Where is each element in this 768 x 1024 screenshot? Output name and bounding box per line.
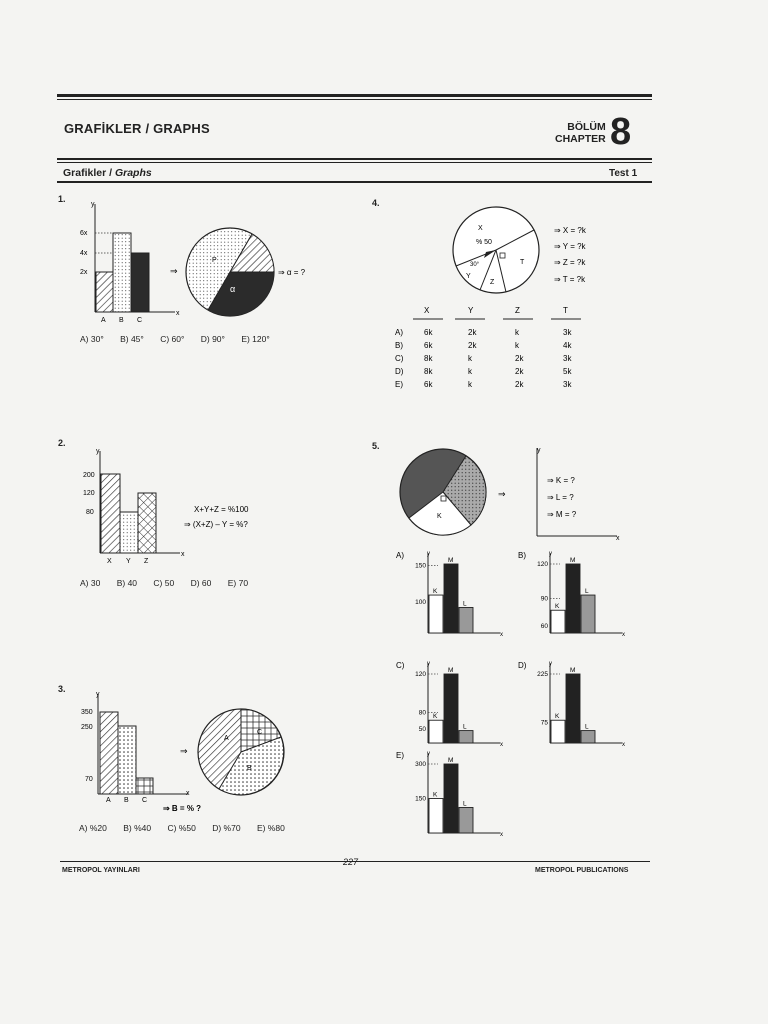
q4-table-cell: 2k [468,341,477,350]
q1-y-axis-label: y [91,201,95,208]
q4-pie-label-t: T [520,259,525,266]
q3-option-c[interactable]: C) %50 [167,823,196,833]
q4-pie-label-pct: % 50 [476,239,492,246]
q2-line-2: ⇒ (X+Z) – Y = %? [184,520,248,529]
page-number: 227 [343,857,359,867]
q2-ytick-120: 120 [83,490,95,497]
bolum-label: BÖLÜM [567,121,606,133]
q1-cat-c: C [137,317,143,324]
q5-option-bar-label: M [448,667,454,674]
q2-option-c[interactable]: C) 50 [153,578,175,588]
q5-option-tick: 75 [540,719,548,727]
q5-option-bar-label: L [463,600,467,608]
q3-cat-c: C [142,797,148,804]
header-rule-top-thin [57,99,652,100]
q2-option-b[interactable]: B) 40 [116,578,138,588]
q5-option-y-label: y [549,661,552,667]
header-rule-top [57,94,652,97]
q5-option-bar [459,607,473,633]
q5-question-m: ⇒ M = ? [547,510,577,519]
question-5-figure [395,442,655,542]
q5-y-axis-label: y [537,447,541,454]
test-label: Test 1 [609,168,638,179]
q5-option-bar [581,595,595,633]
q3-option-b[interactable]: B) %40 [123,823,152,833]
q4-table-cell: 3k [563,328,572,337]
q4-header-z: Z [515,306,520,315]
q5-option-tick: 225 [537,671,548,678]
q5-option-bar [551,610,565,633]
q5-option-chart[interactable] [518,548,633,638]
q5-option-bar-label: K [433,713,438,721]
q5-option-bar [444,764,458,833]
q1-bar-b [113,233,131,312]
q3-pie-label-b: B [247,765,252,772]
q1-option-b[interactable]: B) 45° [120,334,144,344]
q1-ytick-6x: 6x [80,230,88,237]
q4-table-cell: 8k [424,354,433,363]
q1-pie-label-alpha: α [230,284,236,294]
q5-option-tick: 50 [418,726,426,734]
q5-option-bar [444,564,458,633]
q1-ytick-2x: 2x [80,269,88,276]
q5-option-y-label: y [427,661,430,667]
q1-x-axis-label: x [176,310,180,317]
q2-y-axis-label: y [96,448,100,455]
q5-arrow-icon: ⇒ [498,489,506,499]
q3-option-d[interactable]: D) %70 [212,823,241,833]
q5-option-bar [581,731,595,743]
q5-option-x-label: x [500,632,503,638]
q5-option-bar-label: K [555,713,560,721]
q4-pie-label-deg: 30° [470,262,480,268]
question-2-number: 2. [58,438,66,448]
q2-x-axis-label: x [181,551,185,558]
q4-question-t: ⇒ T = ?k [554,275,586,284]
q3-y-axis-label: y [96,691,100,698]
q5-pie-chart [400,449,486,535]
q2-ytick-200: 200 [83,472,95,479]
question-1-figure [75,198,335,328]
q4-table-cell: k [515,341,519,350]
q4-table-cell: 6k [424,328,433,337]
q1-bar-a [96,272,113,312]
q5-option-bar [551,720,565,743]
q3-bar-b [118,726,136,794]
q4-header-y: Y [468,306,474,315]
q1-option-c[interactable]: C) 60° [160,334,185,344]
q4-question-x: ⇒ X = ?k [554,226,586,235]
q4-row-option[interactable]: E) [395,380,403,389]
q5-option-bar [566,674,580,743]
q4-table-cell: 2k [515,354,524,363]
q5-option-tick: 90 [540,595,548,603]
q4-table-cell: 2k [515,380,524,389]
question-4-figure [440,202,700,302]
q4-row-option[interactable]: A) [395,328,403,337]
q4-table-cell: 6k [424,341,433,350]
q2-option-e[interactable]: E) 70 [227,578,249,588]
q5-option-x-label: x [500,832,503,838]
header-rule-bottom [57,181,652,183]
q5-option-chart[interactable] [518,658,633,748]
q4-answer-table [395,302,625,392]
chapter-number: 8 [610,111,632,153]
q4-table-cell: 3k [563,354,572,363]
q2-bar-y [120,512,138,553]
q3-cat-a: A [106,797,111,804]
q5-option-tick: 150 [415,795,426,803]
q5-option-tick: 80 [418,709,426,717]
q4-pie-label-x: X [478,225,483,232]
q5-option-tick: 120 [415,671,426,678]
q4-table-cell: k [468,354,472,363]
q1-option-d[interactable]: D) 90° [200,334,225,344]
q5-option-label: A) [396,551,404,560]
chapter-label: CHAPTER [555,133,606,145]
q4-table-cell: 2k [468,328,477,337]
q4-pie-label-y: Y [466,273,471,280]
q5-option-label: C) [396,661,405,670]
q3-ytick-70: 70 [85,776,93,783]
q3-pie-label-c: C [257,729,263,736]
q5-option-chart[interactable] [396,548,511,638]
q5-option-bar [459,731,473,743]
question-3-number: 3. [58,684,66,694]
q2-ytick-80: 80 [86,509,94,516]
q2-cat-z: Z [144,558,149,565]
q4-pie-label-z: Z [490,279,495,286]
q2-bar-z [138,493,156,553]
q1-ytick-4x: 4x [80,250,88,257]
question-1-number: 1. [58,194,66,204]
q1-cat-a: A [101,317,106,324]
question-3-options [79,823,299,833]
q5-option-bar [429,799,443,834]
section-subtitle [63,167,152,179]
q2-cat-y: Y [126,558,131,565]
q5-question-l: ⇒ L = ? [547,493,574,502]
q5-option-label: E) [396,751,404,760]
q5-option-bar-label: M [448,557,454,564]
q3-pie-label-a: A [224,735,229,742]
q1-arrow-icon: ⇒ [170,266,178,276]
q3-option-e[interactable]: E) %80 [256,823,285,833]
q4-question-y: ⇒ Y = ?k [554,242,586,251]
q5-option-tick: 300 [415,761,426,768]
q5-option-tick: 120 [537,561,548,568]
question-5-number: 5. [372,441,380,451]
q5-option-x-label: x [622,742,625,748]
subtitle-en: Graphs [114,167,152,179]
q4-question-z: ⇒ Z = ?k [554,258,586,267]
q5-option-label: B) [518,551,526,560]
q3-bar-a [100,712,118,794]
q5-option-chart[interactable] [396,748,511,838]
q5-option-bar-label: L [463,723,467,731]
q5-pie-label-k: K [437,513,442,520]
question-3-figure [78,690,308,815]
q5-option-chart[interactable] [396,658,511,748]
q2-option-a[interactable]: A) 30 [80,578,101,588]
q1-cat-b: B [119,317,124,324]
q2-line-1: X+Y+Z = %100 [194,505,249,514]
q5-option-x-label: x [622,632,625,638]
q1-option-a[interactable]: A) 30° [80,334,104,344]
q3-cat-b: B [124,797,129,804]
q1-option-e[interactable]: E) 120° [241,334,270,344]
q5-option-bar-label: K [555,603,560,611]
q5-option-bar-label: K [433,588,438,596]
q5-option-y-label: y [427,551,430,557]
q4-table-cell: 2k [515,367,524,376]
q5-option-bar-label: K [433,791,438,799]
question-2-figure [80,447,300,567]
q4-table-cell: 8k [424,367,433,376]
q3-bar-c [136,778,153,794]
header-rule-mid [57,158,652,160]
q4-table-cell: 4k [563,341,572,350]
q2-bar-x [101,474,120,553]
q5-question-k: ⇒ K = ? [547,476,575,485]
q5-option-bar [429,595,443,633]
q3-question: ⇒ B = % ? [163,804,202,813]
q3-option-a[interactable]: A) %20 [79,823,107,833]
question-2-options [80,578,262,588]
q5-option-bar-label: M [570,557,576,564]
q1-bar-c [131,253,149,312]
q4-table-cell: k [468,367,472,376]
q2-cat-x: X [107,558,112,565]
q4-pie-chart [453,207,539,293]
q1-pie-chart [186,228,274,316]
footer-publisher-en: METROPOL PUBLICATIONS [535,867,629,874]
q5-option-tick: 100 [415,598,426,606]
q5-x-axis-label: x [616,535,620,542]
q4-row-option[interactable]: B) [395,341,403,350]
q5-option-bar-label: L [585,588,589,596]
q5-option-y-label: y [549,551,552,557]
q5-option-x-label: x [500,742,503,748]
q5-option-bar-label: M [570,667,576,674]
q4-table-cell: 5k [563,367,572,376]
header-rule-mid-thin [57,162,652,163]
question-4-number: 4. [372,198,380,208]
q1-question: ⇒ α = ? [278,268,306,277]
q4-table-cell: 6k [424,380,433,389]
q3-ytick-250: 250 [81,724,93,731]
q3-ytick-350: 350 [81,709,93,716]
q4-row-option[interactable]: D) [395,367,404,376]
q3-arrow-icon: ⇒ [180,746,188,756]
q5-option-bar [444,674,458,743]
q4-header-x: X [424,306,430,315]
q3-x-axis-label: x [186,790,190,797]
footer-publisher-tr: METROPOL YAYINLARI [62,867,140,874]
page-title: GRAFİKLER / GRAPHS [64,121,210,136]
q5-option-bar [459,807,473,833]
q1-pie-label-p: P [212,257,217,264]
q4-table-cell: k [468,380,472,389]
q5-option-label: D) [518,661,527,670]
q5-option-y-label: y [427,751,430,757]
q5-option-bar-label: L [463,800,467,808]
q5-option-bar-label: L [585,723,589,731]
q4-row-option[interactable]: C) [395,354,404,363]
q5-option-bar [566,564,580,633]
q5-option-tick: 60 [540,623,548,631]
subtitle-tr: Grafikler / [63,167,113,179]
q5-option-tick: 150 [415,562,426,570]
question-1-options [80,334,284,344]
q4-table-cell: 3k [563,380,572,389]
q4-header-t: T [563,306,568,315]
q4-table-cell: k [515,328,519,337]
q5-option-bar-label: M [448,757,454,764]
q3-pie-chart [198,709,284,795]
chapter-caption [555,121,606,145]
q2-option-d[interactable]: D) 60 [190,578,212,588]
q5-option-bar [429,720,443,743]
